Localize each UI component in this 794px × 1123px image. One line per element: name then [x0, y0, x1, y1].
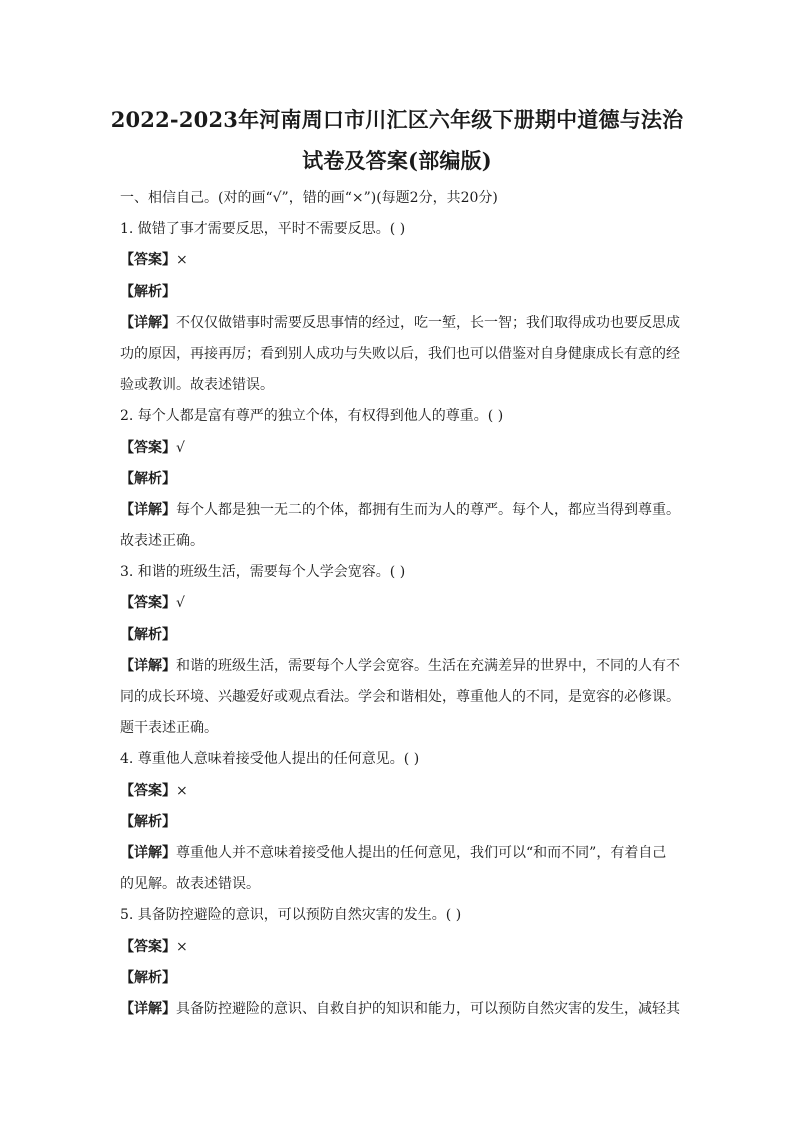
detail-text: 每个人都是独一无二的个体，都拥有生而为人的尊严。每个人，都应当得到尊重。	[176, 501, 680, 518]
detail-text: 和谐的班级生活，需要每个人学会宽容。生活在充满差异的世界中，不同的人有不	[176, 657, 680, 674]
analysis-3	[120, 620, 680, 651]
detail-label: 【详解】	[120, 657, 176, 674]
section-heading: 一、相信自己。(对的画“√”，错的画“×”)(每题2分，共20分)	[120, 190, 498, 206]
answer-value: √	[176, 595, 185, 612]
analysis-label: 【解析】	[120, 813, 176, 830]
analysis-label: 【解析】	[120, 969, 176, 986]
question-3: 3. 和谐的班级生活，需要每个人学会宽容。( )	[120, 564, 406, 581]
detail-label: 【详解】	[120, 844, 176, 861]
detail-2-line-1	[120, 495, 680, 526]
question-2: 2. 每个人都是富有尊严的独立个体，有权得到他人的尊重。( )	[120, 408, 504, 425]
analysis-4	[120, 807, 680, 838]
answer-4	[120, 776, 680, 807]
analysis-label: 【解析】	[120, 626, 176, 643]
answer-value: ×	[176, 782, 188, 799]
detail-3-line-1	[120, 651, 680, 682]
answer-label: 【答案】	[120, 782, 176, 799]
answer-2	[120, 433, 680, 464]
detail-3-line-3: 题干表述正确。	[120, 720, 218, 737]
detail-4-line-2: 的见解。故表述错误。	[120, 876, 260, 893]
answer-label: 【答案】	[120, 439, 176, 456]
answer-value: ×	[176, 252, 188, 269]
analysis-label: 【解析】	[120, 283, 176, 300]
detail-label: 【详解】	[120, 501, 176, 518]
answer-label: 【答案】	[120, 938, 176, 955]
analysis-5	[120, 963, 680, 994]
detail-5-line-1	[120, 994, 680, 1025]
answer-value: √	[176, 439, 185, 456]
analysis-2	[120, 464, 680, 495]
answer-5	[120, 932, 680, 963]
detail-text: 具备防控避险的意识、自救自护的知识和能力，可以预防自然灾害的发生，减轻其	[176, 1000, 680, 1017]
answer-1	[120, 245, 680, 276]
document-title-line-2: 试卷及答案(部编版)	[302, 148, 492, 173]
question-1: 1. 做错了事才需要反思，平时不需要反思。( )	[120, 221, 406, 238]
analysis-1	[120, 277, 680, 308]
detail-1-line-2: 功的原因，再接再厉；看到别人成功与失败以后，我们也可以借鉴对自身健康成长有意的经	[120, 345, 680, 362]
detail-text: 不仅仅做错事时需要反思事情的经过，吃一堑，长一智；我们取得成功也要反思成	[176, 314, 680, 331]
question-4: 4. 尊重他人意味着接受他人提出的任何意见。( )	[120, 751, 420, 768]
answer-3	[120, 588, 680, 619]
detail-text: 尊重他人并不意味着接受他人提出的任何意见，我们可以“和而不同”，有着自己	[176, 844, 667, 861]
answer-label: 【答案】	[120, 252, 176, 269]
detail-1-line-1	[120, 308, 680, 339]
analysis-label: 【解析】	[120, 470, 176, 487]
question-5: 5. 具备防控避险的意识，可以预防自然灾害的发生。( )	[120, 907, 462, 924]
document-body	[120, 183, 680, 1025]
detail-2-line-2: 故表述正确。	[120, 533, 204, 550]
detail-1-line-3: 验或教训。故表述错误。	[120, 377, 274, 394]
detail-3-line-2: 同的成长环境、兴趣爱好或观点看法。学会和谐相处，尊重他人的不同，是宽容的必修课。	[120, 689, 680, 705]
detail-4-line-1	[120, 838, 680, 869]
answer-value: ×	[176, 938, 188, 955]
answer-label: 【答案】	[120, 595, 176, 612]
detail-label: 【详解】	[120, 1000, 176, 1017]
detail-label: 【详解】	[120, 314, 176, 331]
document-title-line-1: 2022-2023年河南周口市川汇区六年级下册期中道德与法治	[110, 107, 684, 132]
